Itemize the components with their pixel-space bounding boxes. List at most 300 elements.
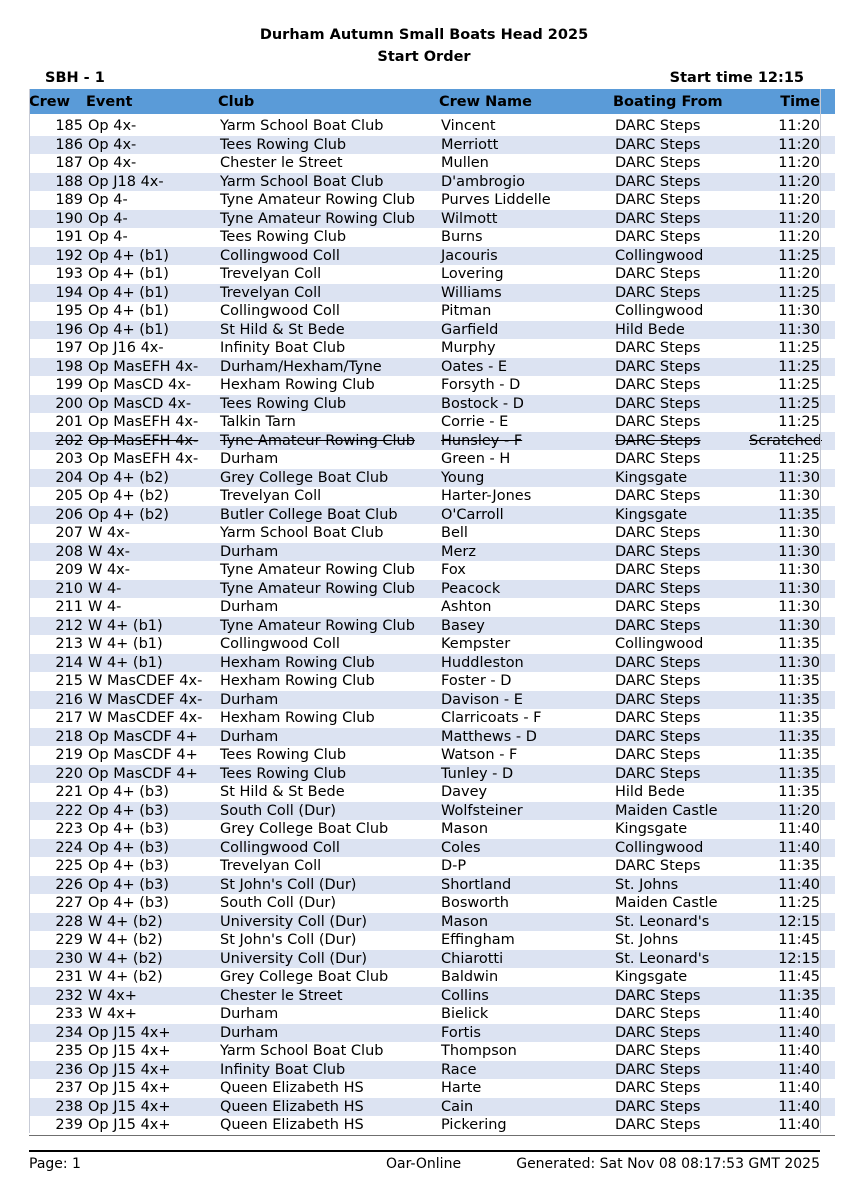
cell-boating-from: DARC Steps bbox=[613, 1042, 749, 1061]
cell-crew: 200 bbox=[29, 395, 86, 414]
cell-time: 11:35 bbox=[749, 506, 835, 525]
table-row bbox=[29, 1116, 835, 1135]
cell-boating-from: DARC Steps bbox=[613, 413, 749, 432]
cell-club: South Coll (Dur) bbox=[218, 802, 439, 821]
cell-club: St Hild & St Bede bbox=[218, 321, 439, 340]
table-row bbox=[29, 580, 835, 599]
table-row bbox=[29, 802, 835, 821]
cell-boating-from: St. Leonard's bbox=[613, 913, 749, 932]
cell-boating-from: DARC Steps bbox=[613, 1005, 749, 1024]
table-row bbox=[29, 432, 835, 451]
table-row bbox=[29, 709, 835, 728]
table-row bbox=[29, 265, 835, 284]
cell-club: St John's Coll (Dur) bbox=[218, 931, 439, 950]
cell-time: 11:20 bbox=[749, 802, 835, 821]
table-row bbox=[29, 321, 835, 340]
cell-crew: 217 bbox=[29, 709, 86, 728]
cell-club: Tees Rowing Club bbox=[218, 228, 439, 247]
cell-time: 11:30 bbox=[749, 543, 835, 562]
cell-crew-name: Vincent bbox=[439, 116, 613, 136]
cell-time: 11:20 bbox=[749, 136, 835, 155]
cell-crew-name: Mullen bbox=[439, 154, 613, 173]
cell-crew-name: Shortland bbox=[439, 876, 613, 895]
cell-time: 11:40 bbox=[749, 1005, 835, 1024]
cell-crew-name: Bostock - D bbox=[439, 395, 613, 414]
cell-event: W 4+ (b2) bbox=[86, 968, 218, 987]
cell-event: W 4x- bbox=[86, 543, 218, 562]
cell-time: 11:30 bbox=[749, 617, 835, 636]
cell-boating-from: Kingsgate bbox=[613, 820, 749, 839]
cell-time: 11:30 bbox=[749, 654, 835, 673]
cell-event: Op 4- bbox=[86, 228, 218, 247]
start-order-table bbox=[29, 89, 835, 1136]
cell-boating-from: DARC Steps bbox=[613, 191, 749, 210]
cell-time: 11:20 bbox=[749, 116, 835, 136]
cell-crew: 215 bbox=[29, 672, 86, 691]
table-row bbox=[29, 247, 835, 266]
cell-club: Chester le Street bbox=[218, 987, 439, 1006]
cell-crew-name: Fox bbox=[439, 561, 613, 580]
table-row bbox=[29, 820, 835, 839]
cell-crew-name: Peacock bbox=[439, 580, 613, 599]
cell-crew-name: O'Carroll bbox=[439, 506, 613, 525]
cell-crew: 226 bbox=[29, 876, 86, 895]
cell-boating-from: Collingwood bbox=[613, 635, 749, 654]
cell-club: University Coll (Dur) bbox=[218, 950, 439, 969]
cell-crew-name: Basey bbox=[439, 617, 613, 636]
generated-timestamp: Generated: Sat Nov 08 08:17:53 GMT 2025 bbox=[516, 1156, 820, 1172]
cell-boating-from: Hild Bede bbox=[613, 783, 749, 802]
cell-crew-name: Pickering bbox=[439, 1116, 613, 1135]
cell-club: Durham bbox=[218, 1005, 439, 1024]
cell-crew: 209 bbox=[29, 561, 86, 580]
cell-boating-from: Kingsgate bbox=[613, 506, 749, 525]
cell-event: Op 4+ (b1) bbox=[86, 247, 218, 266]
table-row bbox=[29, 228, 835, 247]
cell-crew: 188 bbox=[29, 173, 86, 192]
cell-time: 11:30 bbox=[749, 469, 835, 488]
cell-event: Op 4- bbox=[86, 191, 218, 210]
cell-club: Hexham Rowing Club bbox=[218, 672, 439, 691]
cell-club: Durham/Hexham/Tyne bbox=[218, 358, 439, 377]
table-row bbox=[29, 561, 835, 580]
table-row bbox=[29, 395, 835, 414]
page-number: Page: 1 bbox=[29, 1156, 81, 1172]
cell-crew-name: Wilmott bbox=[439, 210, 613, 229]
start-time-label: Start time 12:15 bbox=[669, 70, 804, 86]
footer-divider bbox=[29, 1150, 820, 1152]
table-row bbox=[29, 987, 835, 1006]
cell-event: Op 4+ (b3) bbox=[86, 820, 218, 839]
cell-club: Grey College Boat Club bbox=[218, 968, 439, 987]
cell-boating-from: DARC Steps bbox=[613, 1024, 749, 1043]
cell-crew: 193 bbox=[29, 265, 86, 284]
cell-time: 11:35 bbox=[749, 635, 835, 654]
table-row bbox=[29, 302, 835, 321]
cell-event: Op J15 4x+ bbox=[86, 1079, 218, 1098]
cell-time: 11:25 bbox=[749, 358, 835, 377]
table-row bbox=[29, 598, 835, 617]
cell-time: 11:35 bbox=[749, 728, 835, 747]
cell-crew: 185 bbox=[29, 116, 86, 136]
cell-club: Trevelyan Coll bbox=[218, 487, 439, 506]
cell-club: Queen Elizabeth HS bbox=[218, 1079, 439, 1098]
cell-boating-from: Maiden Castle bbox=[613, 802, 749, 821]
cell-club: Tees Rowing Club bbox=[218, 746, 439, 765]
cell-time: 11:30 bbox=[749, 524, 835, 543]
cell-boating-from: DARC Steps bbox=[613, 154, 749, 173]
cell-crew-name: Foster - D bbox=[439, 672, 613, 691]
cell-crew: 213 bbox=[29, 635, 86, 654]
cell-boating-from: Hild Bede bbox=[613, 321, 749, 340]
cell-boating-from: DARC Steps bbox=[613, 857, 749, 876]
cell-club: Tyne Amateur Rowing Club bbox=[218, 580, 439, 599]
cell-time: 11:40 bbox=[749, 1061, 835, 1080]
cell-crew-name: D'ambrogio bbox=[439, 173, 613, 192]
cell-boating-from: DARC Steps bbox=[613, 1116, 749, 1135]
cell-crew-name: Corrie - E bbox=[439, 413, 613, 432]
cell-club: Tyne Amateur Rowing Club bbox=[218, 432, 439, 451]
cell-club: Tyne Amateur Rowing Club bbox=[218, 561, 439, 580]
cell-boating-from: DARC Steps bbox=[613, 672, 749, 691]
cell-boating-from: DARC Steps bbox=[613, 728, 749, 747]
cell-boating-from: DARC Steps bbox=[613, 691, 749, 710]
cell-event: Op J16 4x- bbox=[86, 339, 218, 358]
cell-crew-name: Harte bbox=[439, 1079, 613, 1098]
cell-crew-name: Davey bbox=[439, 783, 613, 802]
cell-event: Op 4+ (b3) bbox=[86, 839, 218, 858]
cell-crew-name: Matthews - D bbox=[439, 728, 613, 747]
cell-crew: 205 bbox=[29, 487, 86, 506]
cell-boating-from: DARC Steps bbox=[613, 487, 749, 506]
cell-crew: 227 bbox=[29, 894, 86, 913]
cell-crew: 206 bbox=[29, 506, 86, 525]
cell-club: Collingwood Coll bbox=[218, 635, 439, 654]
cell-crew: 229 bbox=[29, 931, 86, 950]
cell-crew-name: Jacouris bbox=[439, 247, 613, 266]
cell-event: W MasCDEF 4x- bbox=[86, 691, 218, 710]
table-row bbox=[29, 506, 835, 525]
cell-time: 11:25 bbox=[749, 413, 835, 432]
cell-crew: 228 bbox=[29, 913, 86, 932]
table-row bbox=[29, 413, 835, 432]
cell-boating-from: DARC Steps bbox=[613, 116, 749, 136]
cell-boating-from: DARC Steps bbox=[613, 580, 749, 599]
cell-crew: 202 bbox=[29, 432, 86, 451]
cell-event: Op J15 4x+ bbox=[86, 1024, 218, 1043]
cell-boating-from: DARC Steps bbox=[613, 617, 749, 636]
cell-boating-from: DARC Steps bbox=[613, 265, 749, 284]
cell-club: Chester le Street bbox=[218, 154, 439, 173]
header-crew-name: Crew Name bbox=[439, 89, 613, 116]
document-title: Durham Autumn Small Boats Head 2025 bbox=[259, 27, 589, 43]
cell-crew: 235 bbox=[29, 1042, 86, 1061]
table-row bbox=[29, 746, 835, 765]
table-row bbox=[29, 931, 835, 950]
cell-boating-from: DARC Steps bbox=[613, 376, 749, 395]
table-row bbox=[29, 543, 835, 562]
cell-boating-from: DARC Steps bbox=[613, 284, 749, 303]
cell-event: W 4+ (b2) bbox=[86, 931, 218, 950]
cell-club: Tees Rowing Club bbox=[218, 765, 439, 784]
cell-time: 11:25 bbox=[749, 894, 835, 913]
cell-boating-from: DARC Steps bbox=[613, 358, 749, 377]
cell-crew-name: Baldwin bbox=[439, 968, 613, 987]
cell-time: 11:20 bbox=[749, 228, 835, 247]
cell-event: Op 4+ (b2) bbox=[86, 506, 218, 525]
cell-boating-from: DARC Steps bbox=[613, 561, 749, 580]
cell-boating-from: DARC Steps bbox=[613, 598, 749, 617]
cell-crew-name: Merz bbox=[439, 543, 613, 562]
table-row bbox=[29, 913, 835, 932]
cell-event: Op 4+ (b3) bbox=[86, 857, 218, 876]
cell-club: Infinity Boat Club bbox=[218, 1061, 439, 1080]
cell-crew-name: Bosworth bbox=[439, 894, 613, 913]
cell-time: 12:15 bbox=[749, 913, 835, 932]
cell-club: Trevelyan Coll bbox=[218, 265, 439, 284]
cell-time: 11:20 bbox=[749, 173, 835, 192]
cell-boating-from: DARC Steps bbox=[613, 765, 749, 784]
cell-club: University Coll (Dur) bbox=[218, 913, 439, 932]
cell-club: Grey College Boat Club bbox=[218, 820, 439, 839]
cell-crew: 212 bbox=[29, 617, 86, 636]
cell-crew-name: Race bbox=[439, 1061, 613, 1080]
table-row bbox=[29, 1061, 835, 1080]
cell-time: 11:40 bbox=[749, 839, 835, 858]
cell-boating-from: DARC Steps bbox=[613, 524, 749, 543]
cell-crew: 186 bbox=[29, 136, 86, 155]
cell-crew-name: Collins bbox=[439, 987, 613, 1006]
cell-club: Tyne Amateur Rowing Club bbox=[218, 210, 439, 229]
table-row bbox=[29, 783, 835, 802]
cell-time: 11:25 bbox=[749, 376, 835, 395]
cell-event: W 4x- bbox=[86, 524, 218, 543]
cell-event: Op 4x- bbox=[86, 116, 218, 136]
cell-club: Collingwood Coll bbox=[218, 247, 439, 266]
cell-time: 11:20 bbox=[749, 265, 835, 284]
cell-event: W 4+ (b2) bbox=[86, 913, 218, 932]
cell-crew: 210 bbox=[29, 580, 86, 599]
cell-crew-name: Bell bbox=[439, 524, 613, 543]
cell-event: Op 4+ (b2) bbox=[86, 469, 218, 488]
table-row bbox=[29, 876, 835, 895]
cell-crew-name: Murphy bbox=[439, 339, 613, 358]
table-row bbox=[29, 284, 835, 303]
cell-boating-from: DARC Steps bbox=[613, 543, 749, 562]
cell-event: W MasCDEF 4x- bbox=[86, 672, 218, 691]
brand-label: Oar-Online bbox=[386, 1156, 462, 1172]
document-subtitle: Start Order bbox=[377, 49, 471, 65]
cell-event: W 4+ (b2) bbox=[86, 950, 218, 969]
cell-boating-from: Collingwood bbox=[613, 302, 749, 321]
cell-event: Op 4+ (b1) bbox=[86, 321, 218, 340]
cell-crew: 203 bbox=[29, 450, 86, 469]
cell-club: Yarm School Boat Club bbox=[218, 116, 439, 136]
cell-time: 12:15 bbox=[749, 950, 835, 969]
cell-crew-name: Green - H bbox=[439, 450, 613, 469]
cell-crew-name: Kempster bbox=[439, 635, 613, 654]
cell-crew: 192 bbox=[29, 247, 86, 266]
cell-club: Collingwood Coll bbox=[218, 839, 439, 858]
cell-time: 11:30 bbox=[749, 561, 835, 580]
cell-crew: 230 bbox=[29, 950, 86, 969]
cell-event: W 4x+ bbox=[86, 1005, 218, 1024]
cell-crew-name: Merriott bbox=[439, 136, 613, 155]
cell-crew-name: Coles bbox=[439, 839, 613, 858]
cell-event: Op 4x- bbox=[86, 136, 218, 155]
cell-event: Op MasEFH 4x- bbox=[86, 413, 218, 432]
table-row bbox=[29, 617, 835, 636]
cell-boating-from: Kingsgate bbox=[613, 469, 749, 488]
cell-boating-from: DARC Steps bbox=[613, 395, 749, 414]
cell-crew-name: Lovering bbox=[439, 265, 613, 284]
cell-boating-from: DARC Steps bbox=[613, 709, 749, 728]
cell-event: W 4+ (b1) bbox=[86, 617, 218, 636]
cell-club: Tyne Amateur Rowing Club bbox=[218, 617, 439, 636]
cell-crew-name: Garfield bbox=[439, 321, 613, 340]
cell-crew: 239 bbox=[29, 1116, 86, 1135]
cell-event: W 4x+ bbox=[86, 987, 218, 1006]
table-row bbox=[29, 672, 835, 691]
cell-crew-name: Huddleston bbox=[439, 654, 613, 673]
table-header-row bbox=[29, 89, 835, 116]
cell-crew: 231 bbox=[29, 968, 86, 987]
cell-crew-name: Bielick bbox=[439, 1005, 613, 1024]
cell-time: 11:35 bbox=[749, 672, 835, 691]
cell-event: W 4+ (b1) bbox=[86, 635, 218, 654]
cell-club: St Hild & St Bede bbox=[218, 783, 439, 802]
cell-event: Op 4+ (b1) bbox=[86, 284, 218, 303]
cell-event: W 4- bbox=[86, 580, 218, 599]
cell-event: Op MasEFH 4x- bbox=[86, 450, 218, 469]
cell-time: 11:35 bbox=[749, 987, 835, 1006]
table-row bbox=[29, 654, 835, 673]
cell-event: Op MasEFH 4x- bbox=[86, 432, 218, 451]
cell-club: Yarm School Boat Club bbox=[218, 1042, 439, 1061]
cell-crew: 237 bbox=[29, 1079, 86, 1098]
header-boating-from: Boating From bbox=[613, 89, 749, 116]
cell-crew: 199 bbox=[29, 376, 86, 395]
cell-time: 11:40 bbox=[749, 1042, 835, 1061]
cell-crew-name: Ashton bbox=[439, 598, 613, 617]
cell-crew: 189 bbox=[29, 191, 86, 210]
table-row bbox=[29, 635, 835, 654]
division-label: SBH - 1 bbox=[45, 70, 105, 86]
cell-time: 11:35 bbox=[749, 691, 835, 710]
cell-event: Op 4+ (b1) bbox=[86, 265, 218, 284]
cell-boating-from: DARC Steps bbox=[613, 228, 749, 247]
cell-crew: 236 bbox=[29, 1061, 86, 1080]
cell-crew-name: Tunley - D bbox=[439, 765, 613, 784]
cell-event: Op J15 4x+ bbox=[86, 1116, 218, 1135]
cell-boating-from: DARC Steps bbox=[613, 654, 749, 673]
cell-event: Op 4+ (b1) bbox=[86, 302, 218, 321]
table-row bbox=[29, 173, 835, 192]
cell-time: 11:35 bbox=[749, 709, 835, 728]
cell-time: 11:25 bbox=[749, 339, 835, 358]
cell-event: Op MasCDF 4+ bbox=[86, 765, 218, 784]
cell-boating-from: St. Johns bbox=[613, 931, 749, 950]
cell-crew: 195 bbox=[29, 302, 86, 321]
cell-time: 11:35 bbox=[749, 765, 835, 784]
cell-event: W 4- bbox=[86, 598, 218, 617]
table-row bbox=[29, 210, 835, 229]
cell-time: 11:20 bbox=[749, 210, 835, 229]
table-row bbox=[29, 765, 835, 784]
table-row bbox=[29, 691, 835, 710]
cell-boating-from: DARC Steps bbox=[613, 136, 749, 155]
table-row bbox=[29, 154, 835, 173]
cell-event: W MasCDEF 4x- bbox=[86, 709, 218, 728]
cell-crew: 233 bbox=[29, 1005, 86, 1024]
cell-event: Op J18 4x- bbox=[86, 173, 218, 192]
cell-club: Collingwood Coll bbox=[218, 302, 439, 321]
cell-crew-name: Purves Liddelle bbox=[439, 191, 613, 210]
cell-boating-from: St. Leonard's bbox=[613, 950, 749, 969]
cell-crew: 238 bbox=[29, 1098, 86, 1117]
cell-time: 11:30 bbox=[749, 487, 835, 506]
cell-club: Yarm School Boat Club bbox=[218, 524, 439, 543]
cell-crew-name: D-P bbox=[439, 857, 613, 876]
cell-crew: 187 bbox=[29, 154, 86, 173]
cell-time: 11:25 bbox=[749, 284, 835, 303]
cell-club: Trevelyan Coll bbox=[218, 284, 439, 303]
cell-crew: 234 bbox=[29, 1024, 86, 1043]
cell-crew-name: Wolfsteiner bbox=[439, 802, 613, 821]
cell-crew-name: Burns bbox=[439, 228, 613, 247]
cell-event: Op 4+ (b3) bbox=[86, 876, 218, 895]
cell-club: Talkin Tarn bbox=[218, 413, 439, 432]
cell-time: 11:30 bbox=[749, 580, 835, 599]
cell-boating-from: DARC Steps bbox=[613, 432, 749, 451]
cell-boating-from: Maiden Castle bbox=[613, 894, 749, 913]
cell-club: Butler College Boat Club bbox=[218, 506, 439, 525]
table-row bbox=[29, 376, 835, 395]
cell-time: 11:45 bbox=[749, 968, 835, 987]
cell-club: St John's Coll (Dur) bbox=[218, 876, 439, 895]
cell-crew-name: Pitman bbox=[439, 302, 613, 321]
cell-crew: 207 bbox=[29, 524, 86, 543]
cell-club: Yarm School Boat Club bbox=[218, 173, 439, 192]
cell-club: Durham bbox=[218, 598, 439, 617]
cell-club: Queen Elizabeth HS bbox=[218, 1098, 439, 1117]
cell-time: 11:40 bbox=[749, 876, 835, 895]
cell-club: Tyne Amateur Rowing Club bbox=[218, 191, 439, 210]
cell-time: 11:40 bbox=[749, 1024, 835, 1043]
table-row bbox=[29, 1005, 835, 1024]
cell-club: South Coll (Dur) bbox=[218, 894, 439, 913]
table-row bbox=[29, 728, 835, 747]
table-row bbox=[29, 839, 835, 858]
cell-club: Hexham Rowing Club bbox=[218, 709, 439, 728]
cell-event: Op J15 4x+ bbox=[86, 1042, 218, 1061]
cell-time: 11:45 bbox=[749, 931, 835, 950]
cell-crew-name: Harter-Jones bbox=[439, 487, 613, 506]
header-club: Club bbox=[218, 89, 439, 116]
cell-boating-from: St. Johns bbox=[613, 876, 749, 895]
header-time: Time bbox=[749, 89, 835, 116]
cell-time: 11:35 bbox=[749, 783, 835, 802]
cell-time: 11:30 bbox=[749, 598, 835, 617]
cell-crew: 218 bbox=[29, 728, 86, 747]
cell-boating-from: DARC Steps bbox=[613, 1098, 749, 1117]
cell-boating-from: DARC Steps bbox=[613, 987, 749, 1006]
cell-event: Op MasEFH 4x- bbox=[86, 358, 218, 377]
cell-crew: 221 bbox=[29, 783, 86, 802]
cell-time: Scratched bbox=[749, 432, 835, 451]
cell-crew: 208 bbox=[29, 543, 86, 562]
cell-club: Hexham Rowing Club bbox=[218, 376, 439, 395]
